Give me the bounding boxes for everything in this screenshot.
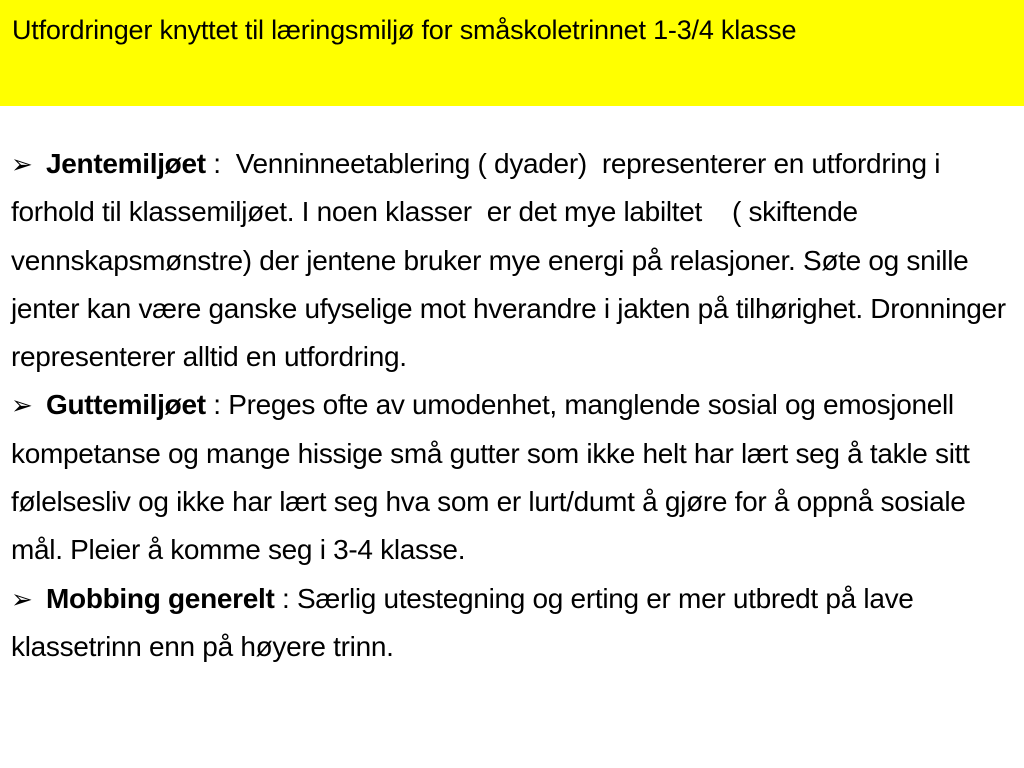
bullet-list <box>11 140 1015 671</box>
bullet-text: : Venninneetablering ( dyader) representerer en utfordring i forhold til klassemiljøet. I noen klasser er det mye labiltet ( skiftende vennskapsmønstre) der jentene bruker mye energi på relasjoner. Søte og snille jenter kan være ganske ufyselige mot hverandre i jakten på tilhørighet. Dronninger representerer alltid en utfordring. <box>11 148 1014 373</box>
bullet-mobbing-generelt <box>11 575 1015 672</box>
bullet-term: Guttemiljøet <box>46 389 206 421</box>
arrow-bullet-icon: ➢ <box>11 583 33 614</box>
bullet-text: : Særlig utestegning og erting er mer utbredt på lave klassetrinn enn på høyere trinn. <box>11 582 922 662</box>
bullet-term: Jentemiljøet <box>46 148 206 179</box>
arrow-bullet-icon: ➢ <box>11 149 33 179</box>
bullet-jentemiljoet <box>11 140 1015 381</box>
arrow-bullet-icon: ➢ <box>11 390 33 421</box>
slide-title: Utfordringer knyttet til læringsmiljø for småskoletrinnet 1-3/4 klasse <box>12 15 797 45</box>
title-banner <box>0 0 1024 106</box>
bullet-guttemiljoet <box>11 381 1015 574</box>
bullet-term: Mobbing generelt <box>46 582 275 614</box>
bullet-text: : Preges ofte av umodenhet, manglende sosial og emosjonell kompetanse og mange hissige små gutter som ikke helt har lært seg å takle sitt følelsesliv og ikke har lært seg hva som er lurt/dumt å gjøre for å oppnå sosiale mål. Pleier å komme seg i 3-4 klasse. <box>11 389 978 566</box>
